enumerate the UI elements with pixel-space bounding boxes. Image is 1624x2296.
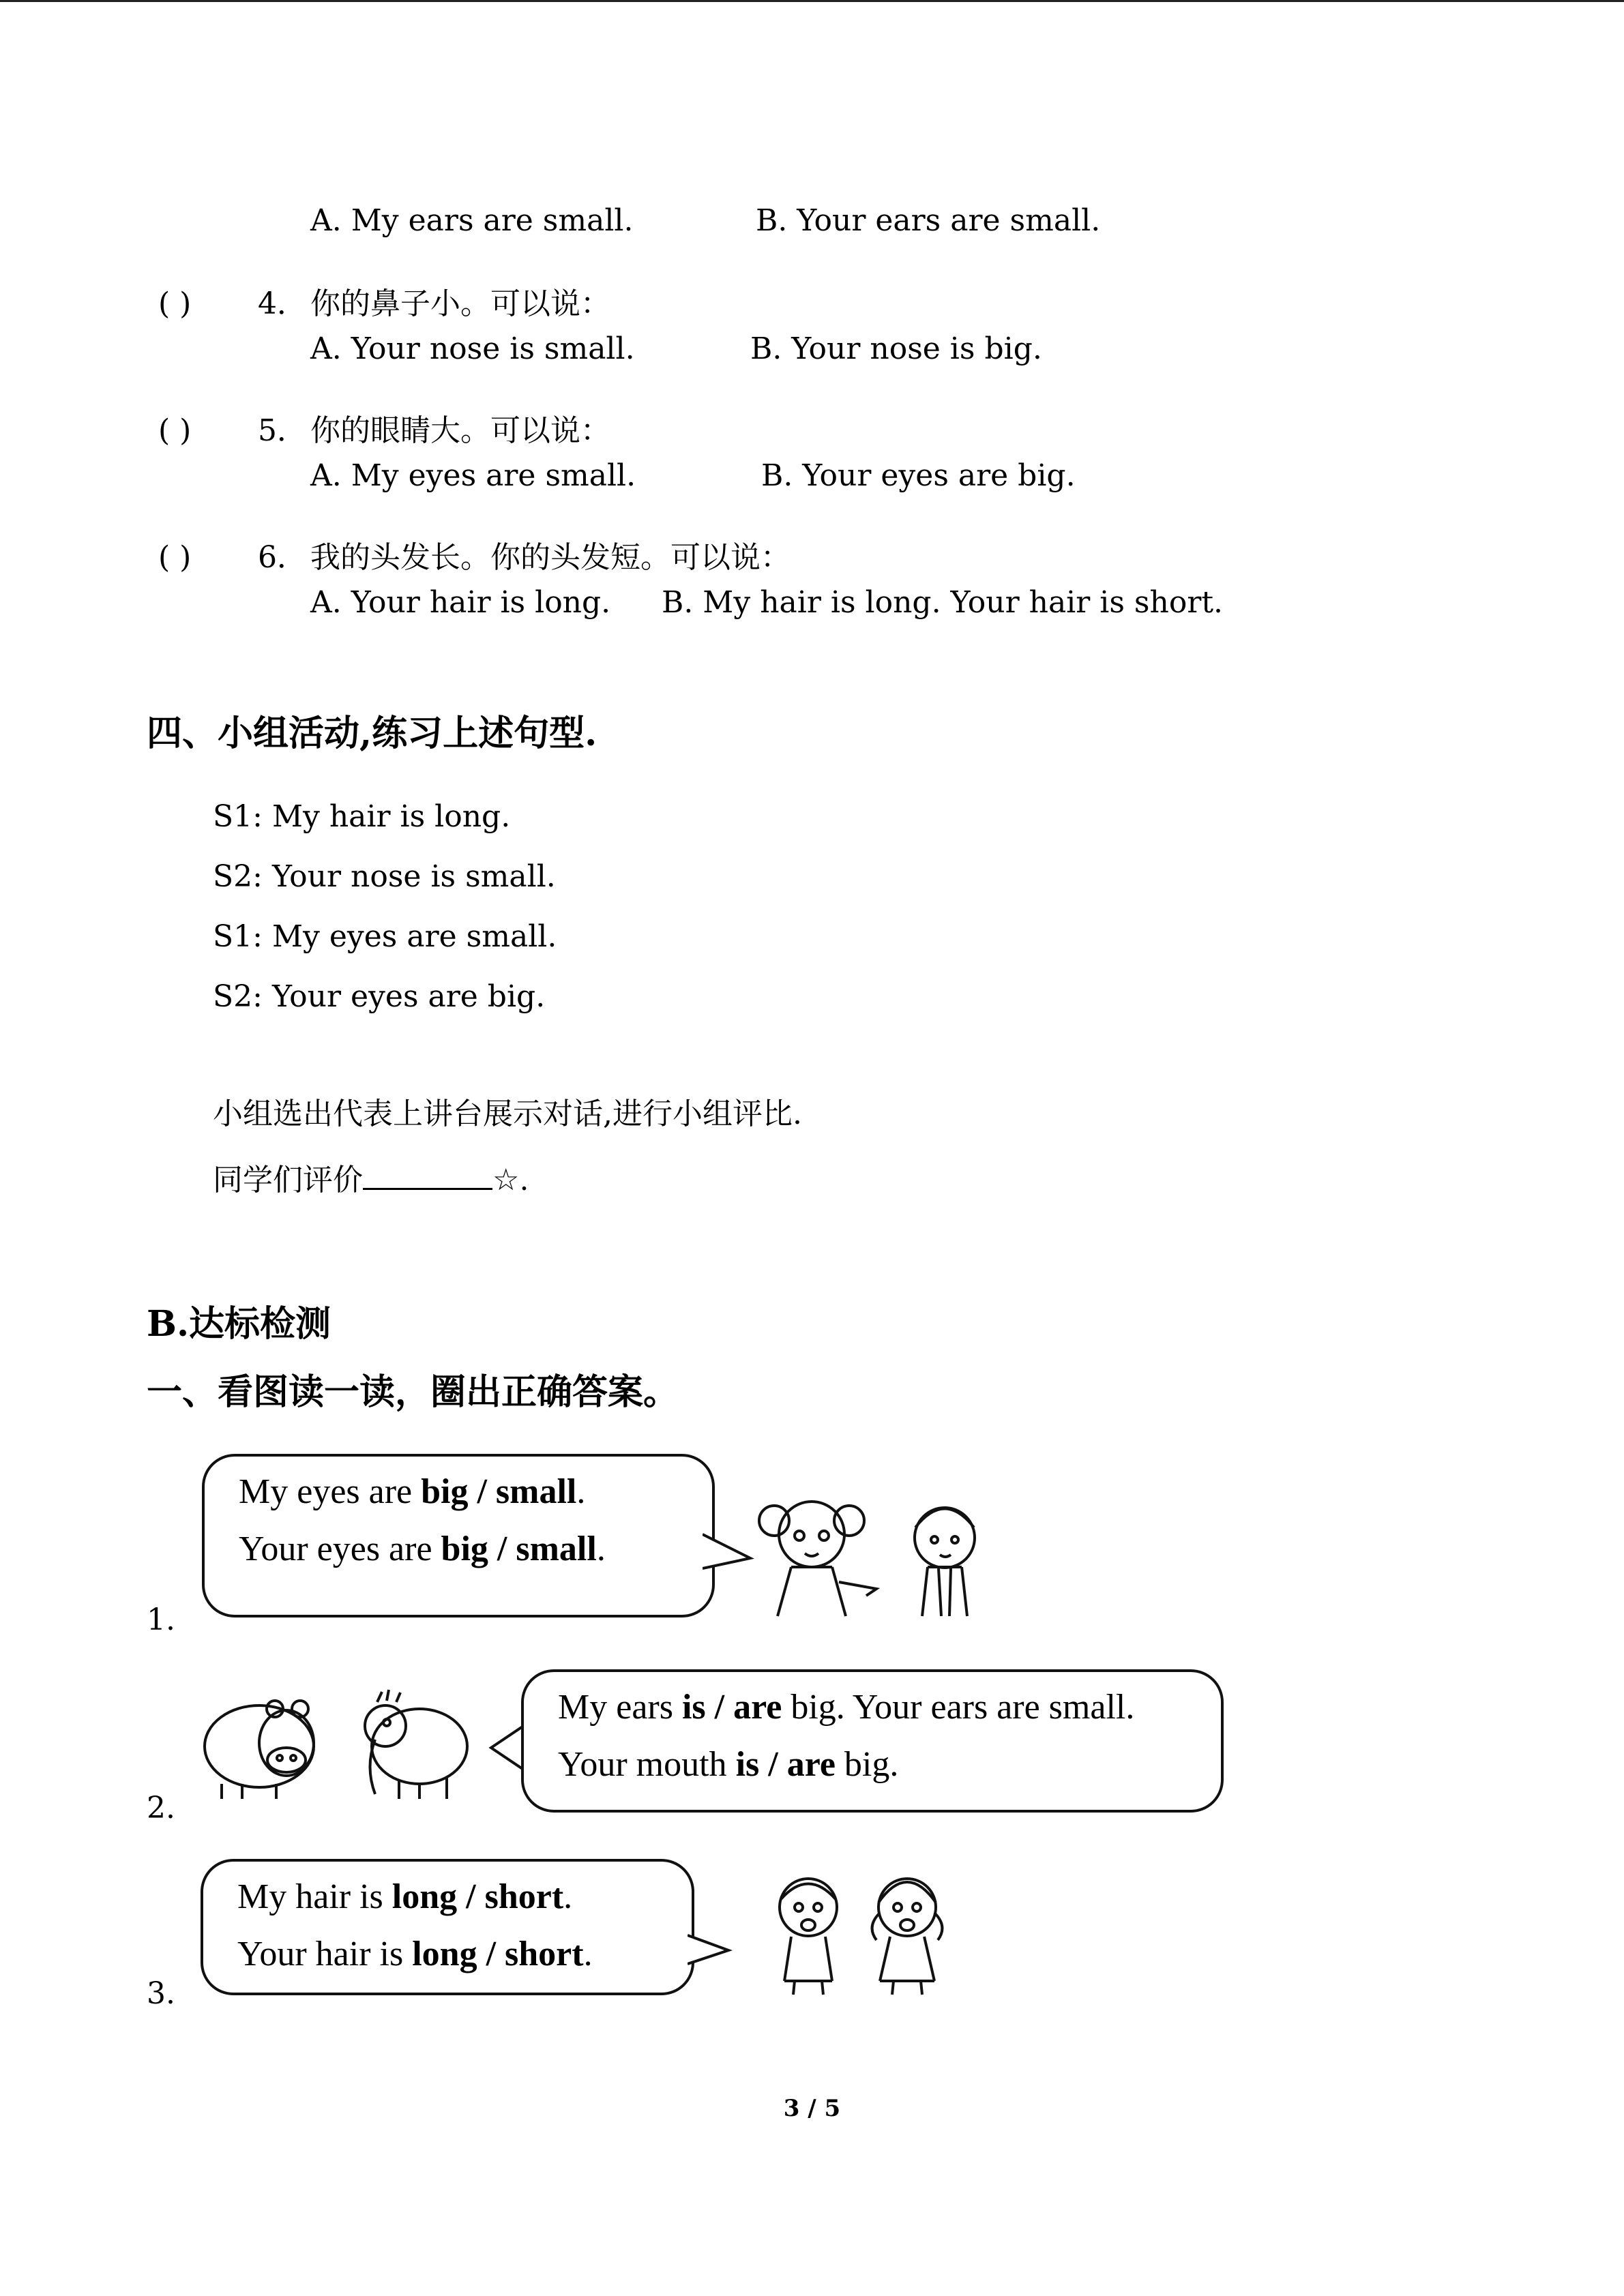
speech-bubble-1 [202,1454,715,1617]
choice-hair-mine[interactable]: long / short [392,1877,564,1916]
q4-option-b: B. Your nose is big. [750,331,1042,366]
q3-option-a: A. My ears are small. [310,203,634,238]
two-children-illustration [754,1865,972,2001]
choice-ears-verb[interactable]: is / are [681,1688,782,1727]
q6-stem: 我的头发长。你的头发短。可以说： [310,540,791,575]
dialog-line-3: S1: My eyes are small. [213,919,557,954]
choice-mouth-verb[interactable]: is / are [735,1745,836,1784]
speech-bubble-3 [201,1859,694,1995]
q5-answer-paren[interactable]: ( ) [158,413,192,448]
q4-option-a: A. Your nose is small. [310,331,635,366]
bubble-2-line-1: My ears is / are big. Your ears are small. [558,1688,1135,1727]
hippo-and-elephant-illustration [194,1682,488,1804]
q6-answer-paren[interactable]: ( ) [158,540,192,575]
speech-bubble-2 [521,1669,1224,1813]
dialog-line-2: S2: Your nose is small. [213,859,556,894]
item-number-3: 3. [147,1976,175,2011]
q6-number: 6． [258,540,307,575]
bubble-3-line-1: My hair is long / short. [237,1877,573,1916]
page-number: 3 / 5 [783,2095,841,2122]
choice-eyes-mine[interactable]: big / small [421,1472,577,1511]
bubble-3-line-2: Your hair is long / short. [237,1935,593,1973]
evaluation-star: ☆. [492,1163,529,1197]
dialog-line-1: S1: My hair is long. [213,799,511,834]
girl-and-boy-illustration [737,1487,1023,1623]
evaluation-prefix: 同学们评价 [213,1163,363,1197]
group-note: 小组选出代表上讲台展示对话,进行小组评比. [213,1097,802,1131]
evaluation-line [213,1161,529,1199]
evaluation-blank[interactable] [363,1161,492,1190]
q4-number: 4． [258,286,307,321]
top-border-line [0,0,1624,2]
choice-eyes-yours[interactable]: big / small [441,1530,597,1568]
bubble-1-line-1: My eyes are big / small. [239,1472,586,1511]
dialog-line-4: S2: Your eyes are big. [213,979,546,1014]
q5-option-b: B. Your eyes are big. [761,458,1076,493]
bubble-2-line-2: Your mouth is / are big. [558,1745,899,1784]
section-4-title: 四、小组活动,练习上述句型. [147,713,597,754]
q4-stem: 你的鼻子小。可以说： [310,286,610,321]
section-b-subtitle: 一、看图读一读，圈出正确答案。 [147,1371,679,1413]
item-number-1: 1. [147,1602,175,1637]
q3-option-b: B. Your ears are small. [756,203,1101,238]
bubble-1-line-2: Your eyes are big / small. [239,1530,606,1568]
q4-answer-paren[interactable]: ( ) [158,286,192,321]
section-b-title: B.达标检测 [147,1303,331,1345]
item-number-2: 2. [147,1791,175,1825]
q6-option-a: A. Your hair is long. [310,585,611,620]
q6-option-b: B. My hair is long. Your hair is short. [662,585,1224,620]
choice-hair-yours[interactable]: long / short [412,1935,584,1973]
q5-number: 5． [258,413,307,448]
bubble-3-tail [688,1930,735,1971]
q5-option-a: A. My eyes are small. [310,458,636,493]
q5-stem: 你的眼睛大。可以说： [310,413,610,448]
